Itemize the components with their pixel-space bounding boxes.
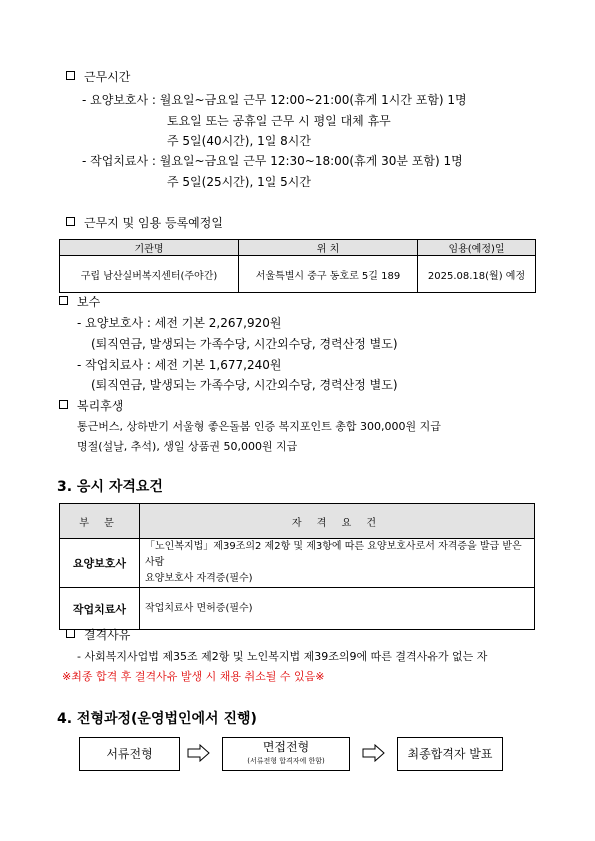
row-content bbox=[140, 539, 535, 588]
step-document-screening: 서류전형 bbox=[79, 737, 180, 771]
arrow-right-icon bbox=[187, 744, 211, 762]
table-header: 임용(예정)일 bbox=[418, 240, 536, 256]
workplace-heading: 근무지 및 임용 등록예정일 bbox=[66, 215, 223, 231]
table-row bbox=[60, 588, 535, 630]
work-hours-heading: 근무시간 bbox=[66, 69, 130, 85]
qualification-text: 작업치료사 면허증(필수) bbox=[145, 602, 253, 614]
welfare-heading: 복리후생 bbox=[59, 398, 123, 414]
checkbox-bullet-icon bbox=[66, 217, 75, 226]
section-4-title: 4. 전형과정(운영법인에서 진행) bbox=[57, 711, 257, 727]
checkbox-bullet-icon bbox=[59, 296, 68, 305]
arrow-right-icon bbox=[362, 744, 386, 762]
step-final-announcement: 최종합격자 발표 bbox=[397, 737, 503, 771]
work-hours-line: 토요일 또는 공휴일 근무 시 평일 대체 휴무 bbox=[167, 114, 391, 128]
step-sublabel: (서류전형 합격자에 한함) bbox=[247, 757, 325, 765]
section-3-title: 3. 응시 자격요건 bbox=[57, 479, 163, 495]
checkbox-bullet-icon bbox=[66, 629, 75, 638]
table-header: 위 치 bbox=[239, 240, 418, 256]
pay-line: - 요양보호사 : 세전 기본 2,267,920원 bbox=[77, 316, 282, 330]
warning-text: ※최종 합격 후 결격사유 발생 시 채용 취소될 수 있음※ bbox=[62, 670, 325, 683]
pay-heading: 보수 bbox=[59, 294, 100, 310]
pay-line: (퇴직연금, 발생되는 가족수당, 시간외수당, 경력산정 별도) bbox=[91, 378, 398, 392]
table-cell: 2025.08.18(월) 예정 bbox=[418, 256, 536, 293]
work-hours-line: - 작업치료사 : 월요일~금요일 근무 12:30~18:00(휴게 30분 포함) 1명 bbox=[82, 154, 463, 168]
row-content bbox=[140, 588, 535, 630]
table-header: 기관명 bbox=[60, 240, 239, 256]
pay-line: - 작업치료사 : 세전 기본 1,677,240원 bbox=[77, 358, 282, 372]
table-cell: 구립 남산실버복지센터(주야간) bbox=[60, 256, 239, 293]
row-label: 요양보호사 bbox=[60, 539, 140, 588]
table-header: 부 문 bbox=[60, 504, 140, 539]
checkbox-bullet-icon bbox=[59, 400, 68, 409]
table-header: 자 격 요 건 bbox=[140, 504, 535, 539]
work-hours-line: 주 5일(25시간), 1일 5시간 bbox=[167, 175, 311, 189]
pay-line: (퇴직연금, 발생되는 가족수당, 시간외수당, 경력산정 별도) bbox=[91, 337, 398, 351]
qualification-text: 「노인복지법」제39조의2 제2항 및 제3항에 따른 요양보호사로서 자격증을 발급 받은 사람 bbox=[145, 541, 522, 568]
checkbox-bullet-icon bbox=[66, 71, 75, 80]
welfare-line: 명절(설날, 추석), 생일 상품권 50,000원 지급 bbox=[77, 440, 298, 453]
qualification-text: 요양보호사 자격증(필수) bbox=[145, 573, 253, 584]
table-cell: 서울특별시 중구 동호로 5길 189 bbox=[239, 256, 418, 293]
work-hours-line: 주 5일(40시간), 1일 8시간 bbox=[167, 134, 311, 148]
step-interview bbox=[222, 737, 350, 771]
disqualification-heading: 결격사유 bbox=[66, 627, 130, 643]
work-hours-line: - 요양보호사 : 월요일~금요일 근무 12:00~21:00(휴게 1시간 포함) 1명 bbox=[82, 93, 467, 107]
qualification-table bbox=[59, 503, 535, 630]
table-row bbox=[60, 539, 535, 588]
step-label: 면접전형 bbox=[262, 740, 310, 754]
welfare-line: 통근버스, 상하반기 서울형 좋은돌봄 인증 복지포인트 총합 300,000원 지급 bbox=[77, 420, 441, 433]
row-label: 작업치료사 bbox=[60, 588, 140, 630]
table-row bbox=[60, 256, 536, 293]
disqualification-line: - 사회복지사업법 제35조 제2항 및 노인복지법 제39조의9에 따른 결격사유가 없는 자 bbox=[77, 650, 488, 663]
workplace-table bbox=[59, 239, 536, 293]
